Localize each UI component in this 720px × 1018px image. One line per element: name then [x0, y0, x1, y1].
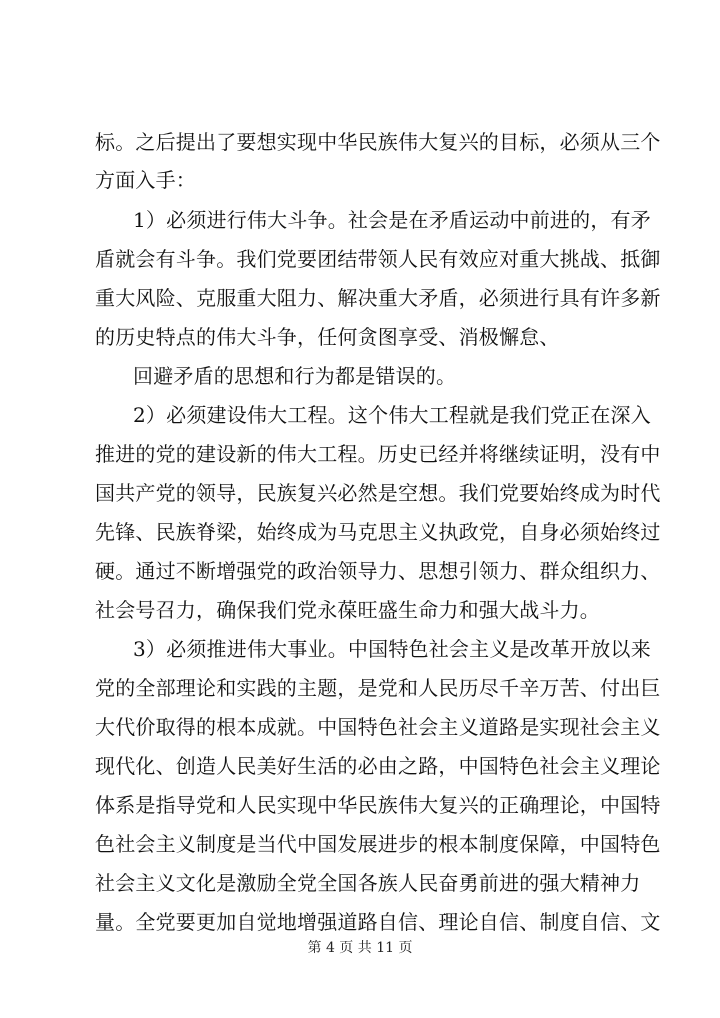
text-line: 回避矛盾的思想和行为都是错误的。	[133, 364, 457, 388]
page-number-footer: 第 4 页 共 11 页	[307, 940, 413, 956]
text-line: 体系是指导党和人民实现中华民族伟大复兴的正确理论，中国特	[95, 793, 661, 817]
text-line: 现代化、创造人民美好生活的必由之路，中国特色社会主义理论	[95, 754, 661, 778]
text-line: 量。全党要更加自觉地增强道路自信、理论自信、制度自信、文	[95, 910, 661, 934]
text-line: 社会主义文化是激励全党全国各族人民奋勇前进的强大精神力	[95, 871, 641, 895]
text-line: 社会号召力，确保我们党永葆旺盛生命力和强大战斗力。	[95, 598, 600, 622]
text-line: 标。之后提出了要想实现中华民族伟大复兴的目标，必须从三个	[95, 130, 661, 154]
text-line: 的历史特点的伟大斗争，任何贪图享受、消极懈怠、	[95, 325, 560, 349]
text-line: 党的全部理论和实践的主题，是党和人民历尽千辛万苦、付出巨	[95, 676, 661, 700]
text-line: 先锋、民族脊梁，始终成为马克思主义执政党，自身必须始终过	[95, 520, 661, 544]
text-line: 国共产党的领导，民族复兴必然是空想。我们党要始终成为时代	[95, 481, 661, 505]
text-line: 1）必须进行伟大斗争。社会是在矛盾运动中前进的，有矛	[133, 208, 651, 232]
text-line: 推进的党的建设新的伟大工程。历史已经并将继续证明，没有中	[95, 442, 661, 466]
text-line: 3）必须推进伟大事业。中国特色社会主义是改革开放以来	[133, 637, 651, 661]
text-line: 重大风险、克服重大阻力、解决重大矛盾，必须进行具有许多新	[95, 286, 661, 310]
text-line: 硬。通过不断增强党的政治领导力、思想引领力、群众组织力、	[95, 559, 661, 583]
text-line: 2）必须建设伟大工程。这个伟大工程就是我们党正在深入	[133, 403, 651, 427]
text-line: 盾就会有斗争。我们党要团结带领人民有效应对重大挑战、抵御	[95, 247, 661, 271]
text-line: 大代价取得的根本成就。中国特色社会主义道路是实现社会主义	[95, 715, 661, 739]
text-line: 色社会主义制度是当代中国发展进步的根本制度保障，中国特色	[95, 832, 661, 856]
text-line: 方面入手：	[95, 168, 196, 192]
